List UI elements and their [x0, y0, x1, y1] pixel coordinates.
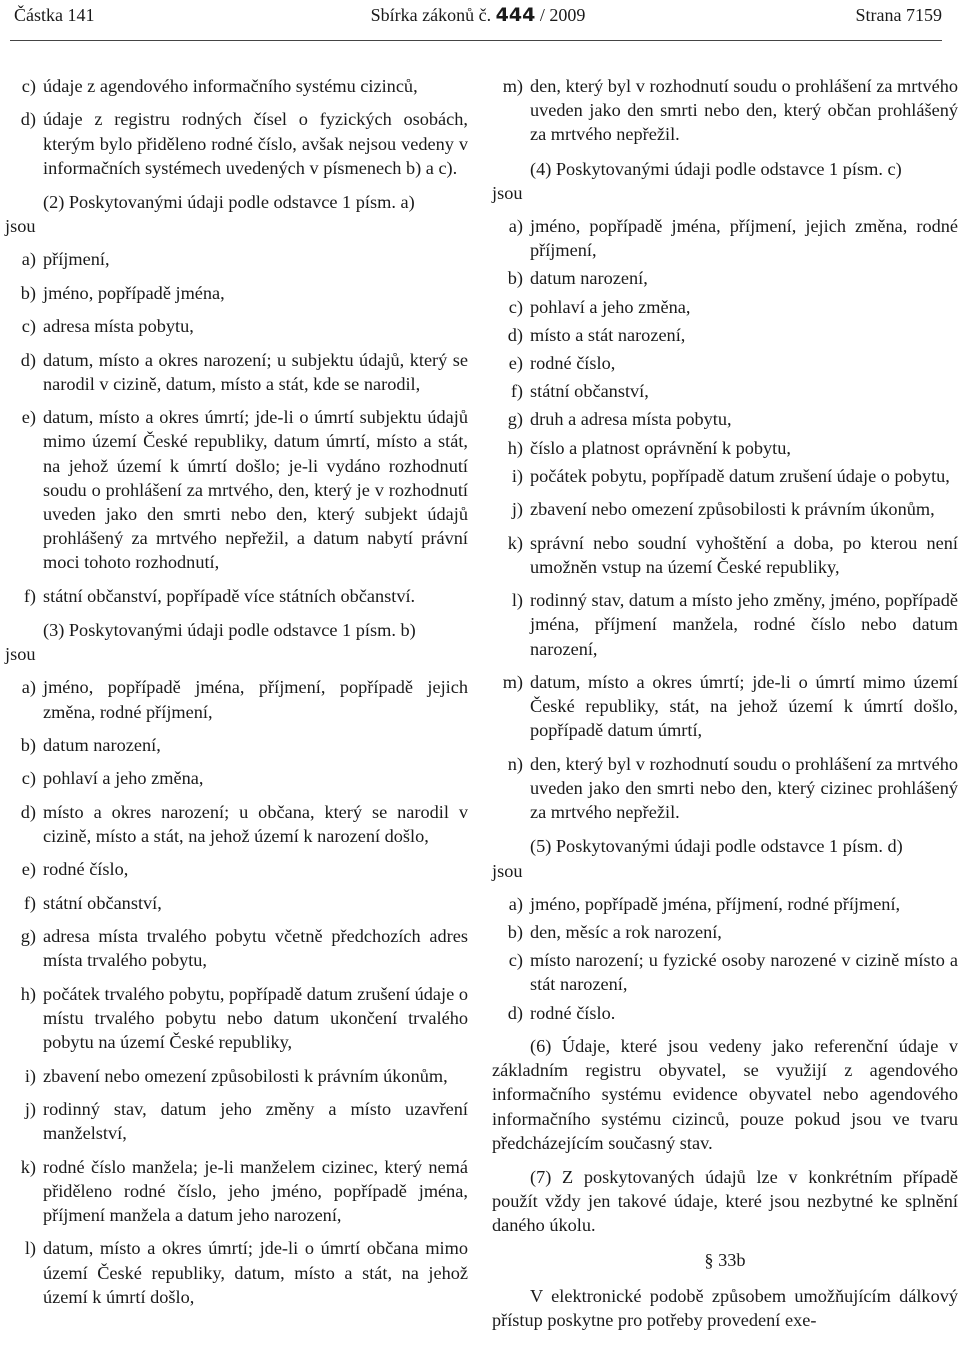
item-label: g) — [507, 409, 523, 430]
item-label: a) — [21, 249, 36, 270]
section-heading: § 33b — [704, 1249, 746, 1270]
item-text: datum, místo a okres úmrtí; jde-li o úmrtí občana mimo území České republiky, datum, místo a stát, na jehož území k úmrtí došlo, — [43, 1238, 468, 1307]
paragraph-4-list — [492, 214, 958, 824]
item-text: den, měsíc a rok narození, — [530, 922, 722, 943]
list-item — [5, 584, 468, 608]
list-item — [5, 247, 468, 271]
item-label: d) — [507, 1002, 523, 1023]
list-item — [492, 531, 958, 579]
list-item — [5, 348, 468, 396]
item-text: počátek trvalého pobytu, popřípadě datum zrušení údaje o místu trvalého pobytu nebo datum ukončení trvalého pobytu na území České republiky, — [43, 983, 468, 1053]
item-text: datum, místo a okres úmrtí; jde-li o úmrtí mimo území České republiky, stát, na jehož území k úmrtí došlo, popřípadě datum úmrtí, — [530, 672, 958, 741]
item-label: a) — [21, 677, 36, 698]
left-column — [5, 74, 468, 1318]
page-header — [14, 2, 942, 32]
paragraph-3-intro: (3) Poskytovanými údaji podle odstavce 1 písm. b) — [43, 619, 416, 640]
item-label: c) — [508, 950, 523, 971]
list-item — [492, 464, 958, 488]
item-label: g) — [20, 926, 36, 947]
item-text: rodné číslo, — [530, 353, 616, 374]
item-text: číslo a platnost oprávnění k pobytu, — [530, 437, 791, 458]
list-item — [492, 436, 958, 460]
item-text: rodné číslo manžela; je-li manželem cizinec, který nemá přiděleno rodné číslo, jeho jméno, popřípadě jména, příjmení manžela a datum jeho narození, — [43, 1156, 468, 1225]
list-item — [492, 752, 958, 825]
list-item — [5, 281, 468, 305]
item-label: h) — [507, 437, 523, 458]
item-text: den, který byl v rozhodnutí soudu o prohlášení za mrtvého uveden jako den smrti nebo den, který občan prohlášený za mrtvého nepřežil. — [530, 76, 958, 145]
list-item — [492, 266, 958, 290]
paragraph-5-intro: (5) Poskytovanými údaji podle odstavce 1 písm. d) — [530, 836, 903, 857]
item-text: jméno, popřípadě jména, příjmení, jejich změna, rodné příjmení, — [530, 216, 958, 261]
list-item — [492, 588, 958, 661]
item-text: státní občanství, popřípadě více státních občanství. — [43, 585, 416, 606]
list-item — [5, 891, 468, 915]
paragraph-33b: V elektronické podobě způsobem umožňujícím dálkový přístup poskytne pro potřeby provedení exe- — [492, 1285, 958, 1331]
item-label: n) — [507, 753, 523, 774]
item-text: zbavení nebo omezení způsobilosti k právním úkonům, — [530, 499, 935, 520]
list-item — [492, 74, 958, 147]
item-text: adresa místa trvalého pobytu včetně předchozích adres místa trvalého pobytu, — [43, 926, 468, 971]
item-label: b) — [20, 734, 36, 755]
item-text: údaje z agendového informačního systému cizinců, — [43, 76, 418, 96]
paragraph-2-jsou: jsou — [5, 216, 36, 237]
paragraph-3-list — [5, 675, 468, 1309]
paragraph-6: (6) Údaje, které jsou vedeny jako referenční údaje v základním registru obyvatel, se využijí z agendového informačního systému evidence obyvatel nebo agendového informačního systému cizinců, pouze pokud jsou ve tvaru předcházejícím současný stav. — [492, 1036, 958, 1153]
item-label: f) — [23, 892, 36, 913]
list-item — [5, 74, 468, 98]
paragraph-5-jsou: jsou — [492, 860, 523, 881]
list-item — [5, 675, 468, 723]
header-page-number: Strana 7159 — [855, 5, 942, 25]
list-item — [492, 892, 958, 916]
item-label: b) — [507, 268, 523, 289]
right-column — [492, 74, 958, 1342]
list-item — [5, 766, 468, 790]
item-label: b) — [507, 922, 523, 943]
list-item — [492, 1001, 958, 1025]
item-label: c) — [508, 296, 523, 317]
item-text: státní občanství, — [530, 381, 649, 402]
list-item — [492, 497, 958, 521]
list-item — [492, 295, 958, 319]
header-rule — [10, 40, 942, 41]
item-text: příjmení, — [43, 249, 110, 270]
item-label: l) — [511, 590, 523, 611]
item-label: c) — [21, 768, 36, 789]
item-text: státní občanství, — [43, 892, 162, 913]
item-label: j) — [24, 1098, 36, 1119]
item-label: k) — [20, 1156, 36, 1177]
list-item — [5, 800, 468, 848]
header-collection-number: 444 — [495, 4, 536, 26]
item-text: údaje z registru rodných čísel o fyzických osobách, kterým bylo přiděleno rodné číslo, avšak nejsou vedeny v informačních systémech uvedených v písmenech b) a c). — [43, 109, 468, 178]
item-label: e) — [21, 859, 36, 880]
item-label: b) — [20, 282, 36, 303]
list-item — [5, 314, 468, 338]
item-text: datum narození, — [530, 268, 648, 289]
list-item — [5, 733, 468, 757]
item-label: a) — [508, 893, 523, 914]
list-item — [492, 407, 958, 431]
list-item — [492, 379, 958, 403]
item-text: počátek pobytu, popřípadě datum zrušení údaje o pobytu, — [530, 465, 950, 486]
item-text: správní nebo soudní vyhoštění a doba, po kterou není umožněn vstup na území České republiky, — [530, 532, 958, 577]
header-part: Částka 141 — [14, 5, 95, 25]
paragraph-4-intro: (4) Poskytovanými údaji podle odstavce 1 písm. c) — [530, 158, 902, 179]
paragraph-2-list — [5, 247, 468, 608]
list-item — [5, 1155, 468, 1228]
item-label: c) — [21, 76, 36, 96]
item-label: i) — [24, 1065, 36, 1086]
item-text: rodné číslo. — [530, 1002, 616, 1023]
item-label: e) — [508, 353, 523, 374]
item-text: jméno, popřípadě jména, příjmení, popřípadě jejich změna, rodné příjmení, — [43, 677, 468, 722]
list-item — [492, 214, 958, 262]
item-text: místo a okres narození; u občana, který se narodil v cizině, místo a stát, na jehož území k narození došlo, — [43, 801, 468, 846]
item-text: jméno, popřípadě jména, — [43, 282, 225, 303]
item-label: d) — [20, 349, 36, 370]
list-item — [5, 107, 468, 180]
item-label: f) — [510, 381, 523, 402]
list-item — [492, 670, 958, 743]
item-text: zbavení nebo omezení způsobilosti k právním úkonům, — [43, 1065, 448, 1086]
list-item — [492, 948, 958, 996]
item-label: k) — [507, 532, 523, 553]
item-text: jméno, popřípadě jména, příjmení, rodné příjmení, — [530, 893, 901, 914]
item-label: i) — [511, 465, 523, 486]
item-label: j) — [511, 499, 523, 520]
list-item — [492, 920, 958, 944]
item-text: místo narození; u fyzické osoby narozené v cizině místo a stát narození, — [530, 950, 958, 995]
item-label: c) — [21, 316, 36, 337]
list-item — [5, 982, 468, 1055]
list-item — [5, 924, 468, 972]
list-item — [5, 1064, 468, 1088]
item-label: d) — [20, 801, 36, 822]
item-label: e) — [21, 407, 36, 428]
item-text: adresa místa pobytu, — [43, 316, 194, 337]
item-text: pohlaví a jeho změna, — [43, 768, 204, 789]
list-item — [5, 405, 468, 574]
paragraph-3-jsou: jsou — [5, 644, 36, 665]
item-text: rodinný stav, datum jeho změny a místo uzavření manželství, — [43, 1098, 468, 1144]
item-text: datum narození, — [43, 734, 161, 755]
header-collection-year: / 2009 — [539, 5, 586, 25]
list-item — [5, 857, 468, 881]
paragraph-2-intro: (2) Poskytovanými údaji podle odstavce 1 písm. a) — [43, 192, 415, 212]
list-item — [5, 1236, 468, 1309]
item-text: druh a adresa místa pobytu, — [530, 409, 732, 430]
item-text: den, který byl v rozhodnutí soudu o prohlášení za mrtvého uveden jako den smrti nebo den, který cizinec prohlášený za mrtvého nepřežil. — [530, 753, 958, 823]
list-item — [492, 351, 958, 375]
list-item — [492, 323, 958, 347]
header-collection-label: Sbírka zákonů č. — [370, 5, 492, 25]
paragraph-7: (7) Z poskytovaných údajů lze v konkrétním případě použít vždy jen takové údaje, které jsou nezbytné ke splnění daného úkolu. — [492, 1167, 958, 1236]
item-text: datum, místo a okres úmrtí; jde-li o úmrtí subjektu údajů mimo území České republiky, datum úmrtí, místo a stát, na jehož území k úmrtí došlo; je-li vydáno rozhodnutí soudu o prohlášení za mrtvého, den, který je v rozhodnutí uveden jako den smrti nebo den, který subjekt údajů prohlášený za mrtvého nepřežil, a datum nabytí právní moci tohoto rozhodnutí, — [43, 407, 468, 573]
item-text: místo a stát narození, — [530, 324, 686, 345]
item-label: m) — [502, 672, 523, 693]
header-collection — [14, 2, 942, 28]
item-text: rodné číslo, — [43, 859, 129, 880]
item-label: m) — [502, 76, 523, 96]
item-label: d) — [507, 324, 523, 345]
item-label: a) — [508, 216, 523, 237]
item-label: d) — [20, 109, 36, 130]
item-text: datum, místo a okres narození; u subjektu údajů, který se narodil v cizině, datum, místo a stát, kde se narodil, — [43, 349, 468, 394]
item-label: l) — [24, 1238, 36, 1259]
paragraph-5-list — [492, 892, 958, 1025]
item-label: f) — [23, 585, 36, 606]
paragraph-4-jsou: jsou — [492, 182, 523, 203]
item-text: pohlaví a jeho změna, — [530, 296, 691, 317]
item-label: h) — [20, 983, 36, 1004]
item-text: rodinný stav, datum a místo jeho změny, jméno, popřípadě jména, příjmení manžela, rodné číslo nebo datum narození, — [530, 590, 958, 659]
list-item — [5, 1097, 468, 1145]
